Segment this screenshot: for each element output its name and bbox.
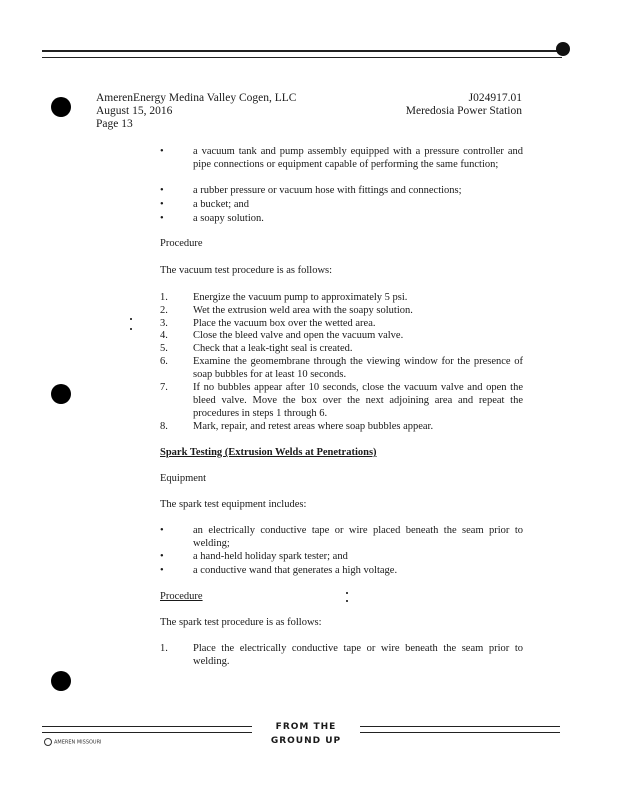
scan-speck xyxy=(346,592,348,594)
bullet-icon: • xyxy=(160,213,164,224)
step-number: 2. xyxy=(160,305,168,316)
procedure-intro: The vacuum test procedure is as follows: xyxy=(160,265,333,276)
step-text: Close the bleed valve and open the vacuum valve. xyxy=(193,330,404,341)
punch-hole-icon xyxy=(51,384,71,404)
step-number: 6. xyxy=(160,356,168,367)
corner-mark-icon xyxy=(556,42,570,56)
document-date: August 15, 2016 xyxy=(96,105,173,117)
list-item: a rubber pressure or vacuum hose with fittings and connections; xyxy=(193,185,462,196)
step-text: Energize the vacuum pump to approximately 5 psi. xyxy=(193,292,408,303)
list-item: a bucket; and xyxy=(193,199,249,210)
footer-rule-right xyxy=(360,726,560,733)
bullet-icon: • xyxy=(160,185,164,196)
bullet-icon: • xyxy=(160,551,164,562)
scan-speck xyxy=(130,328,132,330)
footer-rule-left xyxy=(42,726,252,733)
scan-speck xyxy=(130,318,132,320)
list-item: a soapy solution. xyxy=(193,213,264,224)
list-item: an electrically conductive tape or wire placed beneath the seam prior to welding; xyxy=(193,525,523,549)
step-text: Examine the geomembrane through the viewing window for the presence of soap bubbles for at least 10 seconds. xyxy=(193,356,523,380)
logo-text: AMEREN MISSOURI xyxy=(54,739,102,746)
bullet-icon: • xyxy=(160,565,164,576)
step-text: Place the electrically conductive tape or wire beneath the seam prior to welding. xyxy=(193,643,523,667)
footer-tagline: FROM THE GROUND UP xyxy=(255,720,357,748)
step-text: Place the vacuum box over the wetted area. xyxy=(193,318,376,329)
list-item: a conductive wand that generates a high voltage. xyxy=(193,565,398,576)
punch-hole-icon xyxy=(51,671,71,691)
procedure-heading: Procedure xyxy=(160,591,203,602)
page-number: Page 13 xyxy=(96,118,133,130)
step-text: Check that a leak-tight seal is created. xyxy=(193,343,353,354)
header-rule xyxy=(42,50,562,58)
step-number: 3. xyxy=(160,318,168,329)
procedure-intro: The spark test procedure is as follows: xyxy=(160,617,322,628)
bullet-icon: • xyxy=(160,525,164,536)
step-text: Mark, repair, and retest areas where soap bubbles appear. xyxy=(193,421,434,432)
step-text: If no bubbles appear after 10 seconds, close the vacuum valve and open the bleed valve. Move the box over the next adjoining area and repeat the procedures in steps 1 through 6. xyxy=(193,382,523,419)
step-number: 1. xyxy=(160,643,168,654)
company-name: AmerenEnergy Medina Valley Cogen, LLC xyxy=(96,92,297,104)
equipment-heading: Equipment xyxy=(160,473,207,484)
scan-speck xyxy=(346,600,348,602)
step-number: 5. xyxy=(160,343,168,354)
bullet-icon: • xyxy=(160,146,164,157)
logo-icon xyxy=(44,738,52,746)
document-number: J024917.01 xyxy=(468,92,522,104)
bullet-icon: • xyxy=(160,199,164,210)
step-number: 8. xyxy=(160,421,168,432)
step-number: 1. xyxy=(160,292,168,303)
station-name: Meredosia Power Station xyxy=(405,105,522,117)
step-number: 4. xyxy=(160,330,168,341)
list-item: a vacuum tank and pump assembly equipped with a pressure controller and pipe connections or equipment capable of performing the same function; xyxy=(193,146,523,170)
step-number: 7. xyxy=(160,382,168,393)
step-text: Wet the extrusion weld area with the soapy solution. xyxy=(193,305,413,316)
list-item: a hand-held holiday spark tester; and xyxy=(193,551,348,562)
equipment-intro: The spark test equipment includes: xyxy=(160,499,307,510)
section-heading: Spark Testing (Extrusion Welds at Penetrations) xyxy=(160,447,377,458)
punch-hole-icon xyxy=(51,97,71,117)
company-logo xyxy=(44,738,102,746)
procedure-heading: Procedure xyxy=(160,238,203,249)
